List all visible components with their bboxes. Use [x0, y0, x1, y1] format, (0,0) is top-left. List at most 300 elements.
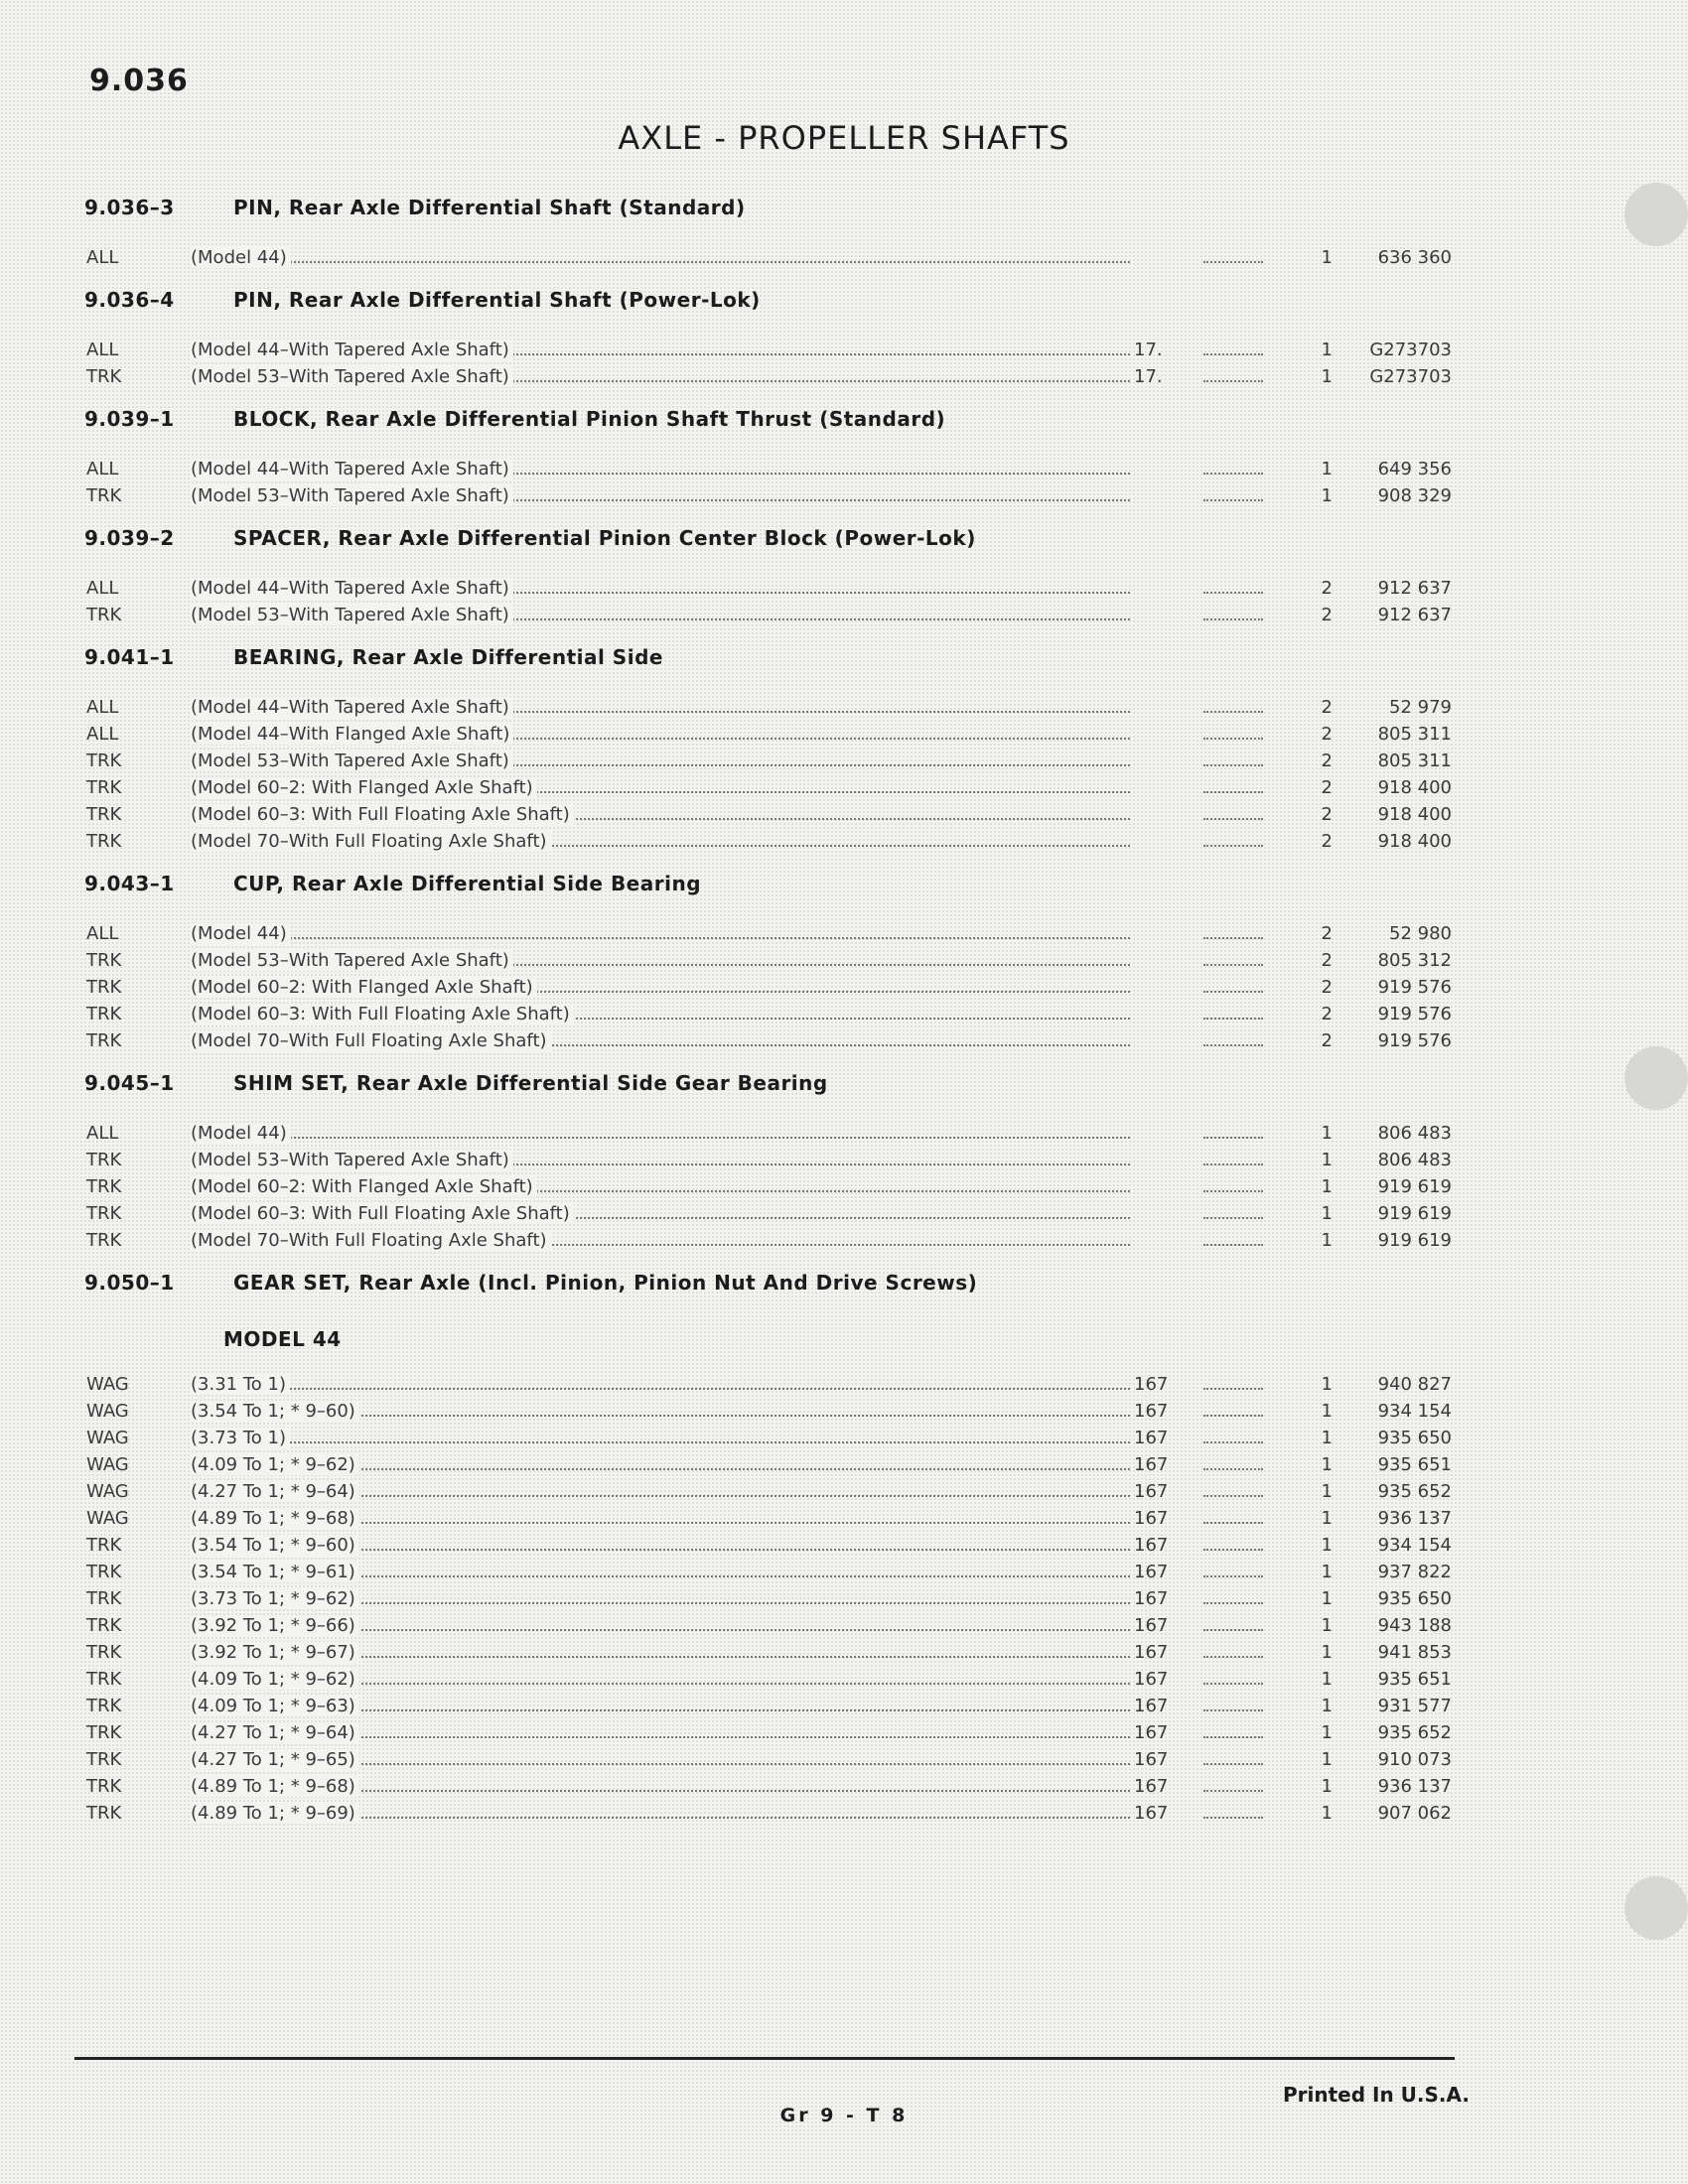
- leader-dots: [1203, 1505, 1263, 1532]
- part-number: 943 188: [1377, 1615, 1452, 1636]
- section-name: SHIM SET, Rear Axle Differential Side Gear Bearing: [233, 1071, 828, 1095]
- description-text: (Model 70–With Full Floating Axle Shaft): [191, 1230, 551, 1251]
- quantity: 1: [1321, 340, 1333, 360]
- quantity: 1: [1321, 1803, 1333, 1824]
- part-number: 919 619: [1377, 1176, 1452, 1197]
- reference-number: 167: [1134, 1535, 1169, 1556]
- description-text: (Model 60–3: With Full Floating Axle Shaft): [191, 804, 574, 825]
- part-description: [191, 1585, 1134, 1612]
- application-code: TRK: [86, 1669, 122, 1690]
- description-text: (3.73 To 1): [191, 1428, 290, 1448]
- application-code: TRK: [86, 1642, 122, 1663]
- leader-dots: [1203, 244, 1263, 271]
- application-code: TRK: [86, 1749, 122, 1770]
- part-number: 918 400: [1377, 804, 1452, 825]
- description-text: (Model 44–With Tapered Axle Shaft): [191, 697, 513, 718]
- description-text: (3.31 To 1): [191, 1374, 290, 1395]
- part-number: 919 619: [1377, 1203, 1452, 1224]
- description-text: (4.27 To 1; * 9–64): [191, 1481, 359, 1502]
- table-row: [84, 1371, 1455, 1398]
- leader-dots: [1203, 1666, 1263, 1693]
- table-row: [84, 1398, 1455, 1425]
- part-number: 806 483: [1377, 1123, 1452, 1144]
- application-code: WAG: [86, 1508, 129, 1529]
- section-code: 9.050–1: [84, 1271, 175, 1295]
- part-number: 919 576: [1377, 1004, 1452, 1024]
- parts-section: [84, 638, 1455, 855]
- leader-dots: [1203, 721, 1263, 748]
- section-heading: [84, 865, 1455, 902]
- table-row: [84, 721, 1455, 748]
- table-row: [84, 1800, 1455, 1827]
- part-description: [191, 1478, 1134, 1505]
- part-number: 910 073: [1377, 1749, 1452, 1770]
- part-description: [191, 1200, 1134, 1227]
- part-number: 941 853: [1377, 1642, 1452, 1663]
- quantity: 2: [1321, 923, 1333, 944]
- description-text: (Model 44–With Tapered Axle Shaft): [191, 578, 513, 599]
- leader-dots: [1203, 801, 1263, 828]
- binder-hole: [1624, 183, 1688, 246]
- quantity: 1: [1321, 1230, 1333, 1251]
- reference-number: 167: [1134, 1481, 1169, 1502]
- part-number: 919 576: [1377, 1030, 1452, 1051]
- part-number: 908 329: [1377, 485, 1452, 506]
- leader-dots: [1203, 1800, 1263, 1827]
- part-description: [191, 575, 1134, 602]
- application-code: TRK: [86, 1004, 122, 1024]
- page-number: 9.036: [89, 64, 189, 98]
- reference-number: 167: [1134, 1374, 1169, 1395]
- table-row: [84, 694, 1455, 721]
- application-code: TRK: [86, 804, 122, 825]
- reference-number: [1134, 694, 1164, 721]
- reference-number: 167: [1134, 1669, 1169, 1690]
- description-text: (Model 44): [191, 923, 291, 944]
- reference-number: 167: [1134, 1749, 1169, 1770]
- description-text: (3.92 To 1; * 9–67): [191, 1642, 359, 1663]
- reference-number: [1134, 1001, 1164, 1027]
- quantity: 2: [1321, 751, 1333, 771]
- reference-number: [1134, 1173, 1164, 1200]
- table-row: [84, 920, 1455, 947]
- leader-dots: [1203, 575, 1263, 602]
- application-code: WAG: [86, 1454, 129, 1475]
- part-number: 935 652: [1377, 1722, 1452, 1743]
- description-text: (Model 60–3: With Full Floating Axle Shaft): [191, 1004, 574, 1024]
- table-row: [84, 1227, 1455, 1254]
- application-code: ALL: [86, 578, 119, 599]
- quantity: 1: [1321, 1722, 1333, 1743]
- leader-dots: [1203, 774, 1263, 801]
- part-number: 940 827: [1377, 1374, 1452, 1395]
- description-text: (3.54 To 1; * 9–61): [191, 1562, 359, 1582]
- table-row: [84, 1478, 1455, 1505]
- leader-dots: [1203, 828, 1263, 855]
- parts-section: [84, 519, 1455, 628]
- table-row: [84, 1451, 1455, 1478]
- reference-number: [1134, 602, 1164, 628]
- reference-number: 17.: [1134, 366, 1163, 387]
- quantity: 1: [1321, 366, 1333, 387]
- quantity: 2: [1321, 697, 1333, 718]
- quantity: 1: [1321, 1776, 1333, 1797]
- quantity: 1: [1321, 1176, 1333, 1197]
- leader-dots: [1203, 1478, 1263, 1505]
- part-number: 919 576: [1377, 977, 1452, 998]
- leader-dots: [1203, 694, 1263, 721]
- section-name: BEARING, Rear Axle Differential Side: [233, 645, 663, 669]
- section-name: SPACER, Rear Axle Differential Pinion Center Block (Power-Lok): [233, 526, 976, 550]
- part-description: [191, 1666, 1134, 1693]
- leader-dots: [1203, 456, 1263, 482]
- part-description: [191, 748, 1134, 774]
- quantity: 2: [1321, 578, 1333, 599]
- part-description: [191, 1451, 1134, 1478]
- section-code: 9.039–1: [84, 407, 175, 431]
- part-description: [191, 1027, 1134, 1054]
- table-row: [84, 1027, 1455, 1054]
- application-code: TRK: [86, 1615, 122, 1636]
- application-code: WAG: [86, 1428, 129, 1448]
- reference-number: [1134, 575, 1164, 602]
- description-text: (4.89 To 1; * 9–69): [191, 1803, 359, 1824]
- reference-number: 167: [1134, 1696, 1169, 1716]
- description-text: (Model 44–With Flanged Axle Shaft): [191, 724, 513, 745]
- description-text: (4.09 To 1; * 9–62): [191, 1454, 359, 1475]
- part-number: 912 637: [1377, 605, 1452, 625]
- part-number: G273703: [1369, 366, 1452, 387]
- part-number: 936 137: [1377, 1508, 1452, 1529]
- part-description: [191, 1693, 1134, 1719]
- leader-dots: [1203, 1585, 1263, 1612]
- quantity: 1: [1321, 1669, 1333, 1690]
- quantity: 2: [1321, 724, 1333, 745]
- application-code: TRK: [86, 1535, 122, 1556]
- reference-number: 167: [1134, 1454, 1169, 1475]
- table-row: [84, 1585, 1455, 1612]
- part-number: 918 400: [1377, 777, 1452, 798]
- table-row: [84, 774, 1455, 801]
- part-description: [191, 1147, 1134, 1173]
- part-number: 935 650: [1377, 1588, 1452, 1609]
- part-description: [191, 602, 1134, 628]
- quantity: 1: [1321, 1123, 1333, 1144]
- part-number: 52 979: [1389, 697, 1452, 718]
- part-number: 934 154: [1377, 1535, 1452, 1556]
- quantity: 1: [1321, 1401, 1333, 1422]
- description-text: (Model 60–2: With Flanged Axle Shaft): [191, 1176, 537, 1197]
- part-description: [191, 1532, 1134, 1559]
- reference-number: 167: [1134, 1642, 1169, 1663]
- part-number: 936 137: [1377, 1776, 1452, 1797]
- part-number: G273703: [1369, 340, 1452, 360]
- part-number: 918 400: [1377, 831, 1452, 852]
- table-row: [84, 1505, 1455, 1532]
- page-title: AXLE - PROPELLER SHAFTS: [618, 119, 1070, 157]
- application-code: TRK: [86, 1176, 122, 1197]
- part-description: [191, 1505, 1134, 1532]
- parts-section: [84, 189, 1455, 271]
- leader-dots: [1203, 1532, 1263, 1559]
- application-code: WAG: [86, 1401, 129, 1422]
- reference-number: [1134, 828, 1164, 855]
- section-name: GEAR SET, Rear Axle (Incl. Pinion, Pinion Nut And Drive Screws): [233, 1271, 978, 1295]
- table-row: [84, 482, 1455, 509]
- application-code: TRK: [86, 950, 122, 971]
- leader-dots: [1203, 1425, 1263, 1451]
- section-heading: [84, 1064, 1455, 1102]
- section-heading: [84, 281, 1455, 319]
- part-number: 934 154: [1377, 1401, 1452, 1422]
- section-code: 9.043–1: [84, 872, 175, 895]
- description-text: (Model 60–2: With Flanged Axle Shaft): [191, 977, 537, 998]
- table-row: [84, 1639, 1455, 1666]
- leader-dots: [1203, 1227, 1263, 1254]
- leader-dots: [1203, 337, 1263, 363]
- reference-number: 167: [1134, 1803, 1169, 1824]
- section-code: 9.039–2: [84, 526, 175, 550]
- section-code: 9.045–1: [84, 1071, 175, 1095]
- reference-number: 167: [1134, 1776, 1169, 1797]
- part-description: [191, 694, 1134, 721]
- quantity: 1: [1321, 459, 1333, 479]
- reference-number: [1134, 482, 1164, 509]
- application-code: TRK: [86, 1230, 122, 1251]
- part-description: [191, 920, 1134, 947]
- application-code: TRK: [86, 1562, 122, 1582]
- part-number: 919 619: [1377, 1230, 1452, 1251]
- application-code: WAG: [86, 1481, 129, 1502]
- parts-list: [84, 179, 1455, 1827]
- part-number: 935 651: [1377, 1669, 1452, 1690]
- part-description: [191, 1398, 1134, 1425]
- table-row: [84, 1200, 1455, 1227]
- application-code: WAG: [86, 1374, 129, 1395]
- section-subheading: MODEL 44: [223, 1327, 342, 1351]
- application-code: TRK: [86, 777, 122, 798]
- section-name: PIN, Rear Axle Differential Shaft (Standard): [233, 196, 746, 219]
- quantity: 1: [1321, 1428, 1333, 1448]
- binder-hole: [1624, 1876, 1688, 1940]
- description-text: (4.27 To 1; * 9–65): [191, 1749, 359, 1770]
- table-row: [84, 456, 1455, 482]
- table-row: [84, 1173, 1455, 1200]
- part-number: 912 637: [1377, 578, 1452, 599]
- table-row: [84, 575, 1455, 602]
- application-code: ALL: [86, 697, 119, 718]
- description-text: (3.54 To 1; * 9–60): [191, 1401, 359, 1422]
- part-number: 636 360: [1377, 247, 1452, 268]
- part-description: [191, 1800, 1134, 1827]
- quantity: 2: [1321, 1004, 1333, 1024]
- application-code: TRK: [86, 485, 122, 506]
- part-number: 931 577: [1377, 1696, 1452, 1716]
- part-number: 805 311: [1377, 724, 1452, 745]
- part-description: [191, 1559, 1134, 1585]
- description-text: (Model 53–With Tapered Axle Shaft): [191, 366, 513, 387]
- application-code: ALL: [86, 1123, 119, 1144]
- reference-number: [1134, 801, 1164, 828]
- section-code: 9.041–1: [84, 645, 175, 669]
- description-text: (4.09 To 1; * 9–63): [191, 1696, 359, 1716]
- table-row: [84, 1719, 1455, 1746]
- leader-dots: [1203, 1719, 1263, 1746]
- table-row: [84, 1666, 1455, 1693]
- table-row: [84, 363, 1455, 390]
- quantity: 2: [1321, 605, 1333, 625]
- table-row: [84, 1693, 1455, 1719]
- part-number: 907 062: [1377, 1803, 1452, 1824]
- part-description: [191, 828, 1134, 855]
- table-row: [84, 1120, 1455, 1147]
- leader-dots: [1203, 1639, 1263, 1666]
- reference-number: [1134, 974, 1164, 1001]
- table-row: [84, 801, 1455, 828]
- reference-number: 17.: [1134, 340, 1163, 360]
- part-description: [191, 801, 1134, 828]
- part-description: [191, 974, 1134, 1001]
- table-row: [84, 1612, 1455, 1639]
- quantity: 2: [1321, 977, 1333, 998]
- application-code: ALL: [86, 340, 119, 360]
- application-code: TRK: [86, 751, 122, 771]
- section-name: BLOCK, Rear Axle Differential Pinion Shaft Thrust (Standard): [233, 407, 946, 431]
- part-number: 935 652: [1377, 1481, 1452, 1502]
- application-code: TRK: [86, 831, 122, 852]
- reference-number: [1134, 1147, 1164, 1173]
- leader-dots: [1203, 1773, 1263, 1800]
- quantity: 2: [1321, 1030, 1333, 1051]
- quantity: 2: [1321, 804, 1333, 825]
- quantity: 2: [1321, 950, 1333, 971]
- leader-dots: [1203, 1559, 1263, 1585]
- application-code: TRK: [86, 366, 122, 387]
- description-text: (Model 53–With Tapered Axle Shaft): [191, 485, 513, 506]
- reference-number: 167: [1134, 1562, 1169, 1582]
- table-row: [84, 1773, 1455, 1800]
- reference-number: 167: [1134, 1615, 1169, 1636]
- part-description: [191, 1173, 1134, 1200]
- description-text: (4.89 To 1; * 9–68): [191, 1776, 359, 1797]
- application-code: TRK: [86, 1030, 122, 1051]
- parts-section: [84, 281, 1455, 390]
- leader-dots: [1203, 1200, 1263, 1227]
- binder-hole: [1624, 1046, 1688, 1110]
- reference-number: [1134, 721, 1164, 748]
- quantity: 1: [1321, 1454, 1333, 1475]
- quantity: 2: [1321, 777, 1333, 798]
- description-text: (Model 60–3: With Full Floating Axle Shaft): [191, 1203, 574, 1224]
- leader-dots: [1203, 1147, 1263, 1173]
- part-description: [191, 337, 1134, 363]
- part-description: [191, 1001, 1134, 1027]
- application-code: TRK: [86, 1588, 122, 1609]
- leader-dots: [1203, 1120, 1263, 1147]
- application-code: ALL: [86, 724, 119, 745]
- application-code: TRK: [86, 1696, 122, 1716]
- section-heading: [84, 189, 1455, 226]
- part-description: [191, 1612, 1134, 1639]
- part-description: [191, 1425, 1134, 1451]
- application-code: TRK: [86, 605, 122, 625]
- description-text: (Model 70–With Full Floating Axle Shaft): [191, 831, 551, 852]
- parts-section: [84, 1264, 1455, 1827]
- reference-number: 167: [1134, 1428, 1169, 1448]
- quantity: 1: [1321, 1615, 1333, 1636]
- quantity: 1: [1321, 1150, 1333, 1170]
- table-row: [84, 748, 1455, 774]
- quantity: 1: [1321, 1749, 1333, 1770]
- application-code: ALL: [86, 247, 119, 268]
- part-description: [191, 244, 1134, 271]
- part-description: [191, 1639, 1134, 1666]
- part-description: [191, 1120, 1134, 1147]
- table-row: [84, 1001, 1455, 1027]
- table-row: [84, 1532, 1455, 1559]
- part-description: [191, 947, 1134, 974]
- reference-number: [1134, 947, 1164, 974]
- parts-section: [84, 1064, 1455, 1254]
- part-description: [191, 1371, 1134, 1398]
- quantity: 1: [1321, 1374, 1333, 1395]
- reference-number: 167: [1134, 1508, 1169, 1529]
- leader-dots: [1203, 1173, 1263, 1200]
- description-text: (Model 44–With Tapered Axle Shaft): [191, 459, 513, 479]
- description-text: (4.09 To 1; * 9–62): [191, 1669, 359, 1690]
- table-row: [84, 1559, 1455, 1585]
- application-code: ALL: [86, 923, 119, 944]
- footer-divider: [74, 2057, 1455, 2060]
- quantity: 1: [1321, 1562, 1333, 1582]
- part-number: 649 356: [1377, 459, 1452, 479]
- part-description: [191, 1773, 1134, 1800]
- leader-dots: [1203, 1398, 1263, 1425]
- leader-dots: [1203, 363, 1263, 390]
- part-description: [191, 1746, 1134, 1773]
- printed-in-notice: Printed In U.S.A.: [1283, 2083, 1470, 2107]
- part-description: [191, 721, 1134, 748]
- description-text: (3.54 To 1; * 9–60): [191, 1535, 359, 1556]
- part-description: [191, 774, 1134, 801]
- description-text: (Model 44): [191, 1123, 291, 1144]
- part-description: [191, 363, 1134, 390]
- leader-dots: [1203, 920, 1263, 947]
- part-description: [191, 482, 1134, 509]
- part-number: 935 651: [1377, 1454, 1452, 1475]
- section-code: 9.036–3: [84, 196, 175, 219]
- quantity: 1: [1321, 247, 1333, 268]
- leader-dots: [1203, 1451, 1263, 1478]
- section-name: CUP, Rear Axle Differential Side Bearing: [233, 872, 702, 895]
- table-row: [84, 1147, 1455, 1173]
- part-number: 805 311: [1377, 751, 1452, 771]
- description-text: (3.73 To 1; * 9–62): [191, 1588, 359, 1609]
- section-heading: [84, 1264, 1455, 1301]
- part-description: [191, 1227, 1134, 1254]
- table-row: [84, 974, 1455, 1001]
- reference-number: [1134, 1227, 1164, 1254]
- application-code: TRK: [86, 1722, 122, 1743]
- parts-section: [84, 865, 1455, 1054]
- group-reference: Gr 9 - T 8: [779, 2105, 909, 2126]
- table-row: [84, 1425, 1455, 1451]
- reference-number: [1134, 1120, 1164, 1147]
- reference-number: [1134, 1027, 1164, 1054]
- description-text: (Model 70–With Full Floating Axle Shaft): [191, 1030, 551, 1051]
- leader-dots: [1203, 1612, 1263, 1639]
- leader-dots: [1203, 748, 1263, 774]
